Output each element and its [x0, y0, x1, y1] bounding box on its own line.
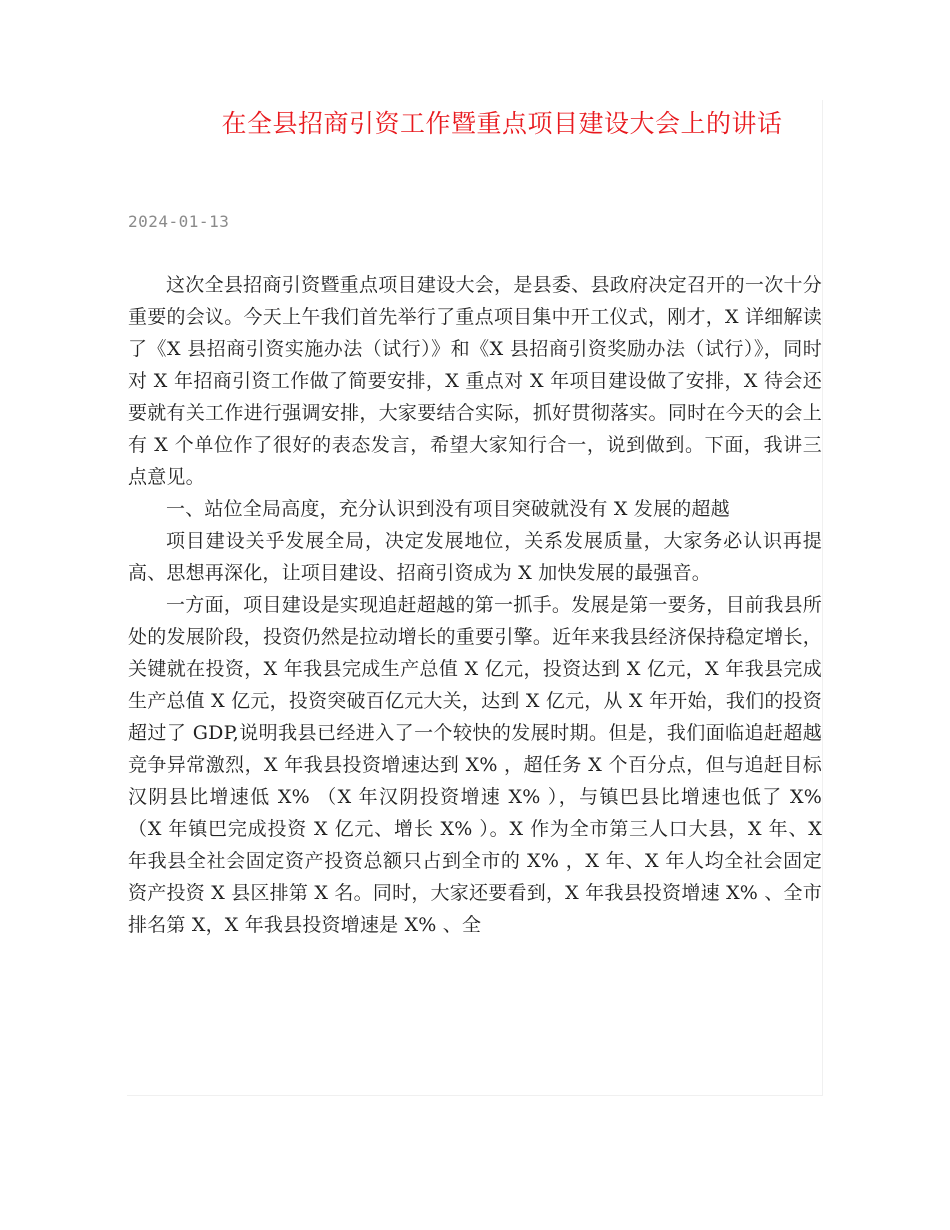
paragraph-first-aspect: 一方面，项目建设是实现追赶超越的第一抓手。发展是第一要务，目前我县所处的发展阶段，投资仍然是拉动增长的重要引擎。近年来我县经济保持稳定增长，关键就在投资，X 年我县完成生产总值 X 亿元，投资达到 X 亿元，X 年我县完成生产总值 X 亿元，投资突破百亿元大关，达到 X 亿元，从 X 年开始，我们的投资超过了 GDP,说明我县已经进入了一个较快的发展时期。但是，我们面临追赶超越竞争异常激烈，X 年我县投资增速达到 X% ，超任务 X 个百分点，但与追赶目标汉阴县比增速低 X% （X 年汉阴投资增速 X% ），与镇巴县比增速也低了 X% （X 年镇巴完成投资 X 亿元、增长 X% ）。X 作为全市第三人口大县，X 年、X 年我县全社会固定资产投资总额只占到全市的 X% ，X 年、X 年人均全社会固定资产投资 X 县区排第 X 名。同时，大家还要看到，X 年我县投资增速 X% 、全市排名第 X，X 年我县投资增速是 X% 、全: [128, 594, 822, 936]
document-body: [128, 269, 822, 941]
paragraph-section-1-intro: 项目建设关乎发展全局，决定发展地位，关系发展质量，大家务必认识再提高、思想再深化，让项目建设、招商引资成为 X 加快发展的最强音。: [128, 530, 822, 584]
document-title: 在全县招商引资工作暨重点项目建设大会上的讲话: [221, 109, 783, 138]
paragraph-intro: 这次全县招商引资暨重点项目建设大会，是县委、县政府决定召开的一次十分重要的会议。今天上午我们首先举行了重点项目集中开工仪式，刚才，X 详细解读了《X 县招商引资实施办法（试行）》和《X 县招商引资奖励办法（试行）》，同时对 X 年招商引资工作做了简要安排，X 重点对 X 年项目建设做了安排，X 待会还要就有关工作进行强调安排，大家要结合实际，抓好贯彻落实。同时在今天的会上有 X 个单位作了很好的表态发言，希望大家知行合一，说到做到。下面，我讲三点意见。: [128, 274, 822, 488]
section-heading-1: 一、站位全局高度，充分认识到没有项目突破就没有 X 发展的超越: [166, 498, 730, 520]
document-date: 2024-01-13: [128, 212, 230, 231]
